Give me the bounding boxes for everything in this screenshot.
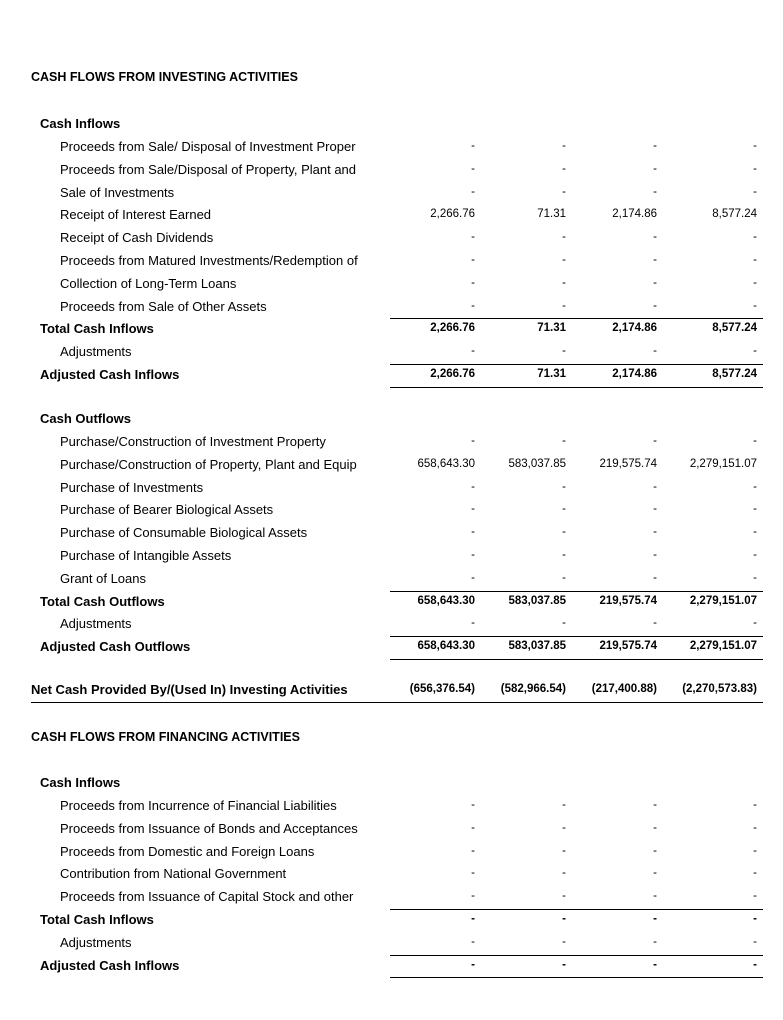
value-cell: 2,266.76 (430, 368, 475, 380)
tot-label: Total Cash Inflows (40, 321, 154, 337)
value-cell: - (653, 913, 657, 925)
hdr-row (0, 409, 783, 432)
value-cell: - (653, 345, 657, 358)
item-row (0, 614, 783, 637)
item-label: Purchase/Construction of Investment Property (60, 434, 326, 449)
item-label: Purchase of Investments (60, 479, 204, 495)
hdr-label: Cash Inflows (40, 775, 121, 790)
item-row (0, 500, 783, 523)
item-label: Adjustments (60, 934, 132, 950)
item-label: Proceeds from Domestic and Foreign Loans (60, 843, 315, 859)
item-label: Proceeds from Sale/ Disposal of Investment Proper (60, 139, 356, 154)
value-cell: - (562, 617, 566, 630)
value-cell: 2,279,151.07 (689, 457, 757, 470)
value-cell: - (471, 958, 475, 971)
value-cell: - (653, 254, 657, 266)
value-cell: - (753, 571, 757, 584)
tot-row (0, 365, 783, 388)
item-label: Adjustments (60, 344, 132, 360)
value-cell: - (653, 549, 657, 561)
value-cell: - (562, 276, 566, 289)
value-cell: - (653, 799, 657, 811)
value-cell: - (562, 299, 566, 312)
value-cell: - (753, 231, 757, 244)
value-cell: (217,400.88) (591, 683, 657, 695)
value-cell: - (562, 435, 566, 447)
item-label: Proceeds from Matured Investments/Redemption of (60, 253, 358, 268)
value-cell: - (753, 935, 757, 948)
item-row (0, 432, 783, 455)
value-cell: - (653, 844, 657, 857)
hdr-row (0, 114, 783, 137)
item-label: Proceeds from Sale/Disposal of Property, Plant and (60, 161, 357, 177)
item-row (0, 183, 783, 206)
value-cell: - (753, 140, 757, 152)
item-label: Collection of Long-Term Loans (60, 275, 237, 291)
value-cell: - (653, 526, 657, 539)
value-cell: - (653, 480, 657, 493)
value-cell: 219,575.74 (599, 640, 657, 653)
value-cell: - (753, 617, 757, 630)
item-row (0, 887, 783, 910)
item-label: Proceeds from Sale of Other Assets (60, 298, 267, 314)
value-cell: - (471, 231, 475, 244)
value-cell: - (753, 185, 757, 198)
value-cell: - (471, 913, 475, 925)
value-cell: - (471, 503, 475, 516)
tot-label: Total Cash Inflows (40, 912, 154, 927)
item-row (0, 546, 783, 569)
value-cell: 2,266.76 (430, 322, 475, 335)
value-cell: 8,577.24 (712, 368, 757, 380)
item-label: Proceeds from Incurrence of Financial Liabilities (60, 798, 337, 813)
value-cell: - (753, 890, 757, 903)
value-cell: - (753, 276, 757, 289)
sec-row (0, 68, 783, 91)
value-cell: - (753, 435, 757, 447)
item-row (0, 796, 783, 819)
value-cell: - (753, 162, 757, 175)
value-cell: 583,037.85 (508, 640, 566, 653)
value-cell: (2,270,573.83) (682, 683, 757, 695)
value-cell: - (653, 503, 657, 516)
value-cell: - (653, 276, 657, 289)
value-cell: - (562, 913, 566, 925)
value-cell: - (471, 571, 475, 584)
item-label: Receipt of Cash Dividends (60, 230, 214, 246)
item-row (0, 251, 783, 274)
value-cell: 2,174.86 (612, 368, 657, 380)
value-cell: - (471, 935, 475, 948)
value-cell: - (562, 958, 566, 971)
hdr-label: Cash Inflows (40, 116, 121, 131)
value-cell: 8,577.24 (712, 322, 757, 335)
value-cell: - (653, 571, 657, 584)
value-cell: 2,174.86 (612, 208, 657, 221)
value-cell: - (753, 844, 757, 857)
item-label: Sale of Investments (60, 184, 175, 200)
item-row (0, 228, 783, 251)
value-cell: - (753, 254, 757, 266)
value-cell: - (562, 140, 566, 152)
value-cell: - (471, 140, 475, 152)
value-cell: 219,575.74 (599, 594, 657, 607)
value-cell: - (653, 617, 657, 630)
value-cell: - (562, 867, 566, 880)
value-cell: 8,577.24 (712, 208, 757, 221)
value-cell: 71.31 (537, 368, 566, 380)
value-cell: 2,279,151.07 (689, 640, 757, 653)
value-cell: 71.31 (537, 208, 566, 221)
value-cell: - (653, 821, 657, 834)
value-cell: 583,037.85 (508, 594, 566, 607)
value-cell: - (471, 276, 475, 289)
value-cell: - (653, 162, 657, 175)
item-label: Purchase of Intangible Assets (60, 548, 232, 563)
value-cell: 2,279,151.07 (689, 594, 757, 607)
value-cell: - (753, 503, 757, 516)
item-row (0, 160, 783, 183)
value-cell: - (471, 185, 475, 198)
value-cell: - (562, 890, 566, 903)
value-cell: - (471, 867, 475, 880)
tot-label: Total Cash Outflows (40, 593, 165, 609)
value-cell: - (562, 799, 566, 811)
sec-row (0, 728, 783, 751)
item-label: Proceeds from Issuance of Capital Stock and other (60, 889, 354, 905)
hdr-row (0, 773, 783, 796)
value-cell: 2,266.76 (430, 208, 475, 221)
value-cell: - (753, 345, 757, 358)
item-label: Purchase of Consumable Biological Assets (60, 525, 308, 541)
value-cell: - (753, 821, 757, 834)
value-cell: - (753, 799, 757, 811)
item-label: Grant of Loans (60, 570, 146, 586)
tot-label: Adjusted Cash Inflows (40, 367, 180, 382)
adjusted-rule (390, 387, 763, 388)
value-cell: - (653, 299, 657, 312)
adjusted-rule (390, 659, 763, 660)
value-cell: - (562, 844, 566, 857)
value-cell: - (562, 526, 566, 539)
value-cell: - (753, 549, 757, 561)
item-row (0, 342, 783, 365)
value-cell: - (562, 571, 566, 584)
item-label: Proceeds from Issuance of Bonds and Acceptances (60, 820, 358, 836)
value-cell: - (471, 162, 475, 175)
tot-row (0, 910, 783, 933)
item-row (0, 933, 783, 956)
sec-label: CASH FLOWS FROM FINANCING ACTIVITIES (31, 730, 300, 744)
item-label: Adjustments (60, 616, 132, 632)
tot-label: Adjusted Cash Outflows (40, 639, 191, 655)
net-rule (31, 702, 763, 703)
value-cell: - (653, 890, 657, 903)
value-cell: - (562, 821, 566, 834)
value-cell: - (653, 867, 657, 880)
value-cell: - (562, 935, 566, 948)
item-label: Purchase/Construction of Property, Plant and Equip (60, 456, 357, 472)
tot-row (0, 956, 783, 979)
value-cell: - (653, 185, 657, 198)
value-cell: - (471, 345, 475, 358)
item-row (0, 455, 783, 478)
value-cell: - (753, 480, 757, 493)
value-cell: - (562, 345, 566, 358)
value-cell: - (562, 503, 566, 516)
item-row (0, 297, 783, 320)
value-cell: 71.31 (537, 322, 566, 335)
hdr-label: Cash Outflows (40, 411, 132, 426)
item-row (0, 205, 783, 228)
item-row (0, 523, 783, 546)
value-cell: - (471, 617, 475, 630)
value-cell: - (471, 480, 475, 493)
value-cell: - (753, 867, 757, 880)
item-row (0, 478, 783, 501)
tot-row (0, 592, 783, 615)
value-cell: (582,966.54) (500, 683, 566, 695)
net-row (0, 680, 783, 703)
value-cell: (656,376.54) (409, 683, 475, 695)
item-row (0, 137, 783, 160)
value-cell: - (471, 526, 475, 539)
value-cell: 658,643.30 (417, 457, 475, 470)
value-cell: - (753, 913, 757, 925)
item-row (0, 842, 783, 865)
tot-row (0, 319, 783, 342)
value-cell: - (471, 799, 475, 811)
item-row (0, 569, 783, 592)
value-cell: - (562, 549, 566, 561)
value-cell: - (562, 480, 566, 493)
value-cell: - (653, 140, 657, 152)
value-cell: 583,037.85 (508, 457, 566, 470)
adjusted-rule (390, 977, 763, 978)
value-cell: - (562, 185, 566, 198)
value-cell: - (471, 890, 475, 903)
sec-label: CASH FLOWS FROM INVESTING ACTIVITIES (31, 70, 298, 84)
value-cell: - (471, 821, 475, 834)
value-cell: 658,643.30 (417, 594, 475, 607)
value-cell: - (562, 162, 566, 175)
value-cell: - (653, 935, 657, 948)
value-cell: - (653, 231, 657, 244)
item-row (0, 819, 783, 842)
item-label: Purchase of Bearer Biological Assets (60, 502, 274, 518)
value-cell: - (471, 299, 475, 312)
item-row (0, 274, 783, 297)
value-cell: - (562, 254, 566, 266)
value-cell: - (653, 958, 657, 971)
value-cell: - (471, 254, 475, 266)
net-label: Net Cash Provided By/(Used In) Investing Activities (31, 682, 348, 697)
item-row (0, 864, 783, 887)
value-cell: - (471, 844, 475, 857)
tot-row (0, 637, 783, 660)
item-label: Receipt of Interest Earned (60, 207, 212, 223)
tot-label: Adjusted Cash Inflows (40, 957, 180, 973)
value-cell: - (562, 231, 566, 244)
value-cell: 2,174.86 (612, 322, 657, 335)
value-cell: - (753, 299, 757, 312)
value-cell: - (753, 526, 757, 539)
value-cell: 658,643.30 (417, 640, 475, 653)
value-cell: - (471, 549, 475, 561)
value-cell: 219,575.74 (599, 457, 657, 470)
value-cell: - (471, 435, 475, 447)
value-cell: - (753, 958, 757, 971)
value-cell: - (653, 435, 657, 447)
item-label: Contribution from National Government (60, 866, 287, 882)
